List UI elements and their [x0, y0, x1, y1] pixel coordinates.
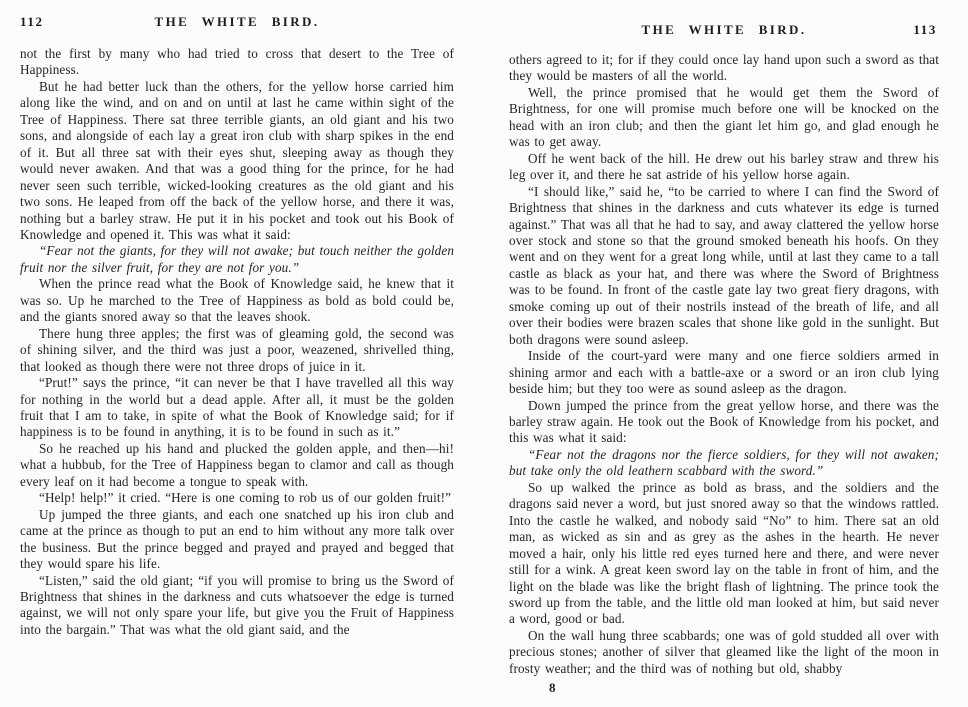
page-number-left: 112 — [20, 14, 44, 29]
paragraph-right-2: Well, the prince promised that he would get them the Sword of Brightness, for one will promise much before one will be knocked on the head with an iron club; and then the giant let him go, and glad enough he was to get away. — [509, 84, 939, 150]
paragraph-right-5: Inside of the court-yard were many and one fierce soldiers armed in shining armor and each with a battle-axe or a sword or an iron club lying beside him; but they too were as sound asleep as the dragon. — [509, 348, 939, 397]
paragraph-left-6: “Prut!” says the prince, “it can never be that I have travelled all this way for nothing in the world but a dead apple. After all, it must be the golden fruit that I am to take, in spite of what the Book of Knowledge said; for if happiness is to be found in anything, it is to be found in such as it.” — [20, 375, 454, 440]
running-title-right: THE WHITE BIRD. — [641, 22, 807, 37]
signature-mark: 8 — [549, 680, 556, 696]
paragraph-right-1: others agreed to it; for if they could once lay hand upon such a sword as that they would be masters of all the world. — [509, 52, 939, 84]
paragraph-left-10: “Listen,” said the old giant; “if you will promise to bring us the Sword of Brightness that shines in the darkness and cuts whatsoever the edge is turned against, we will not only spare your life, but give you the Fruit of Happiness into the bargain.” That was what the old giant said, and the — [20, 572, 454, 637]
paragraph-right-3: Off he went back of the hill. He drew out his barley straw and threw his leg over it, and there he sat astride of his yellow horse again. — [509, 150, 939, 183]
paragraph-right-4: “I should like,” said he, “to be carried to where I can find the Sword of Brightness that shines in the darkness and cuts whatever its edge is turned against.” That was all that he had to say, and away clattered the yellow horse over stock and stone so that the ground smoked beneath his hoofs. On they went and on they went for a great long while, until at last they came to a tall castle as black as your hat, and there was where the Sword of Brightness was to be found. In front of the castle gate lay two great fiery dragons, with smoke coming up out of their nostrils instead of the breath of life, and all over their bodies were brazen scales that shone like gold in the sunlight. But both dragons were sound asleep. — [509, 183, 939, 347]
running-head-right — [509, 22, 939, 39]
paragraph-right-7-book-quote: “Fear not the dragons nor the fierce soldiers, for they will not awaken; but take only the old leathern scabbard with the sword.” — [509, 446, 939, 479]
paragraph-left-7: So he reached up his hand and plucked the golden apple, and then—hi! what a hubbub, for the Tree of Happiness began to clamor and call as though every leaf on it had become a tongue to speak with. — [20, 440, 454, 489]
paragraph-left-9: Up jumped the three giants, and each one snatched up his iron club and came at the prince as though to put an end to him without any more talk over the business. But the prince begged and prayed and prayed and begged that they would spare his life. — [20, 506, 454, 572]
page-number-right: 113 — [913, 22, 937, 37]
page-right — [509, 14, 939, 697]
paragraph-left-2: But he had better luck than the others, for the yellow horse carried him along like the wind, and on and on until at last he came within sight of the Tree of Happiness. There sat three terrible giants, an old giant and his two sons, and alongside of each lay a great iron club with sharp spikes in the end of it. But all three sat with their eyes shut, sleeping away as though they would never awaken. And that was a good thing for the prince, for he had never seen such terrible, wicked-looking creatures as the old giant and his two sons. He leaped from off the back of the yellow horse, and there it was, nothing but a barley straw. He put it in his pocket and took out his Book of Knowledge and opened it. This was what it said: — [20, 78, 454, 242]
paragraph-right-6: Down jumped the prince from the great yellow horse, and there was the barley straw again. He took out the Book of Knowledge from his pocket, and this was what it said: — [509, 397, 939, 446]
page-right-body — [509, 52, 939, 697]
paragraph-left-4: When the prince read what the Book of Knowledge said, he knew that it was so. Up he marched to the Tree of Happiness as bold as bold could be, and the giants snored away so that the leaves shook. — [20, 276, 454, 325]
page-left-body — [20, 46, 454, 638]
running-head-left — [20, 14, 454, 31]
running-title-left: THE WHITE BIRD. — [154, 14, 320, 29]
paragraph-left-5: There hung three apples; the first was of gleaming gold, the second was of shining silver, and the third was just a poor, weazened, shrivelled thing, that looked as though there were not three drops of juice in it. — [20, 325, 454, 374]
paragraph-right-9: On the wall hung three scabbards; one was of gold studded all over with precious stones; another of silver that gleamed like the light of the moon in frosty weather; and the third was of nothing but old, shabby — [509, 627, 939, 676]
page-left — [20, 14, 454, 638]
paragraph-right-8: So up walked the prince as bold as brass, and the soldiers and the dragons said never a word, but just snored away so that the windows rattled. Into the castle he walked, and nobody said “No” to him. There sat an old man, as wicked as sin and as grey as the ashes in the hearth. He never moved a hair, only his little red eyes turned here and there, and were never still for a wink. A great keen sword lay on the table in front of him, and the light on the blade was like the bright flash of lightning. The prince took the sword up from the table, and the little old man looked at him, but said never a word, good or bad. — [509, 479, 939, 627]
paragraph-left-8: “Help! help!” it cried. “Here is one coming to rob us of our golden fruit!” — [39, 490, 452, 506]
paragraph-left-1: not the first by many who had tried to cross that desert to the Tree of Happiness. — [20, 46, 454, 78]
paragraph-left-3-book-quote: “Fear not the giants, for they will not awake; but touch neither the golden fruit nor the silver fruit, for they are not for you.” — [20, 243, 455, 275]
